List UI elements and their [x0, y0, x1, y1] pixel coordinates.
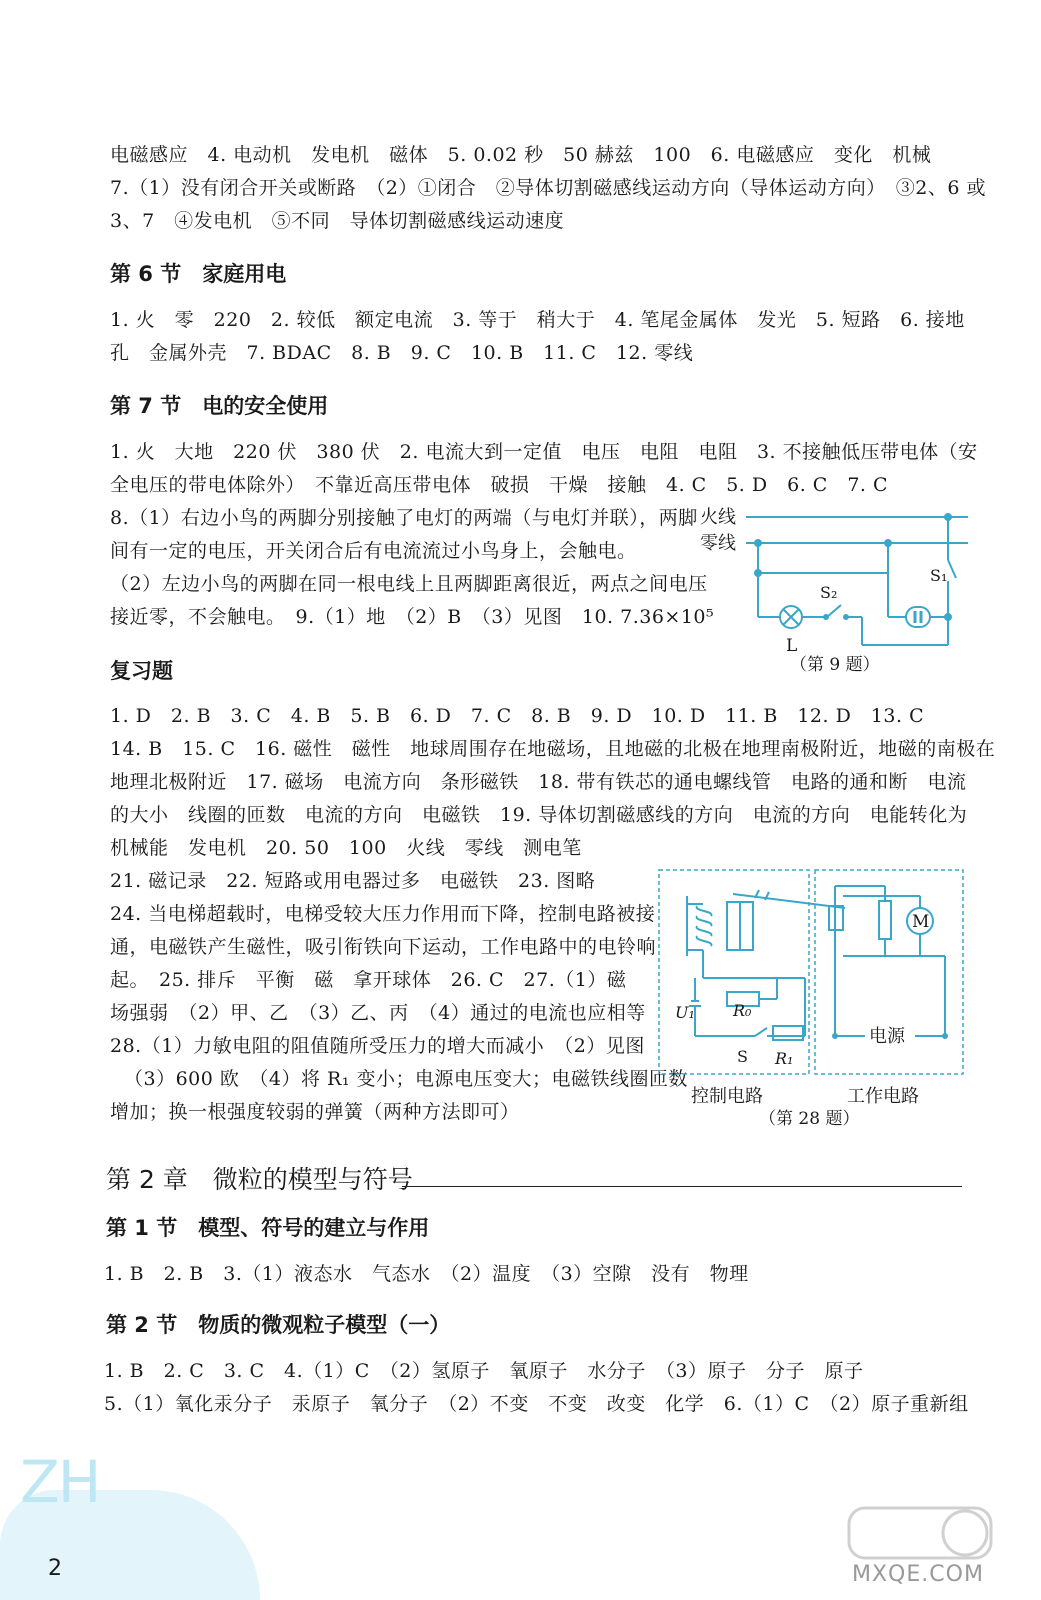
page-number: 2 — [48, 1556, 62, 1581]
section-heading-2-1: 第 1 节 模型、符号的建立与作用 — [106, 1216, 430, 1240]
power-label: 电源 — [869, 1026, 905, 1047]
section-heading-6: 第 6 节 家庭用电 — [110, 262, 287, 286]
text-line: 起。 25. 排斥 平衡 磁 拿开球体 26. C 27.（1）磁 — [110, 969, 627, 991]
control-circuit-label: 控制电路 — [691, 1086, 763, 1107]
r0-label: R₀ — [733, 1001, 752, 1020]
text-line: 8.（1）右边小鸟的两脚分别接触了电灯的两端（与电灯并联），两脚 — [110, 507, 698, 529]
text-line: 的大小 线圈的匝数 电流的方向 电磁铁 19. 导体切割磁感线的方向 电流的方向 电能转化为 — [110, 804, 968, 826]
u1-label: U₁ — [675, 1003, 695, 1022]
text-line: 1. 火 大地 220 伏 380 伏 2. 电流大到一定值 电压 电阻 电阻 3. 不接触低压带电体（安 — [110, 441, 978, 463]
switch-s2-label: S₂ — [820, 583, 838, 602]
section-heading-2-2: 第 2 节 物质的微观粒子模型（一） — [106, 1313, 451, 1337]
text-line: 3、7 ④发电机 ⑤不同 导体切割磁感线运动速度 — [110, 210, 565, 232]
neutral-wire-label: 零线 — [700, 533, 736, 554]
text-line: （2）左边小鸟的两脚在同一根电线上且两脚距离很近，两点之间电压 — [110, 573, 708, 595]
figure-9-circuit — [700, 505, 975, 680]
figure-28-caption: （第 28 题） — [759, 1109, 860, 1129]
text-line: 场强弱 （2）甲、乙 （3）乙、丙 （4）通过的电流也应相等 — [110, 1002, 646, 1024]
r1-label: R₁ — [775, 1049, 794, 1068]
text-line: 1. B 2. B 3.（1）液态水 气态水 （2）温度 （3）空隙 没有 物理 — [104, 1263, 749, 1285]
lamp-label: L — [786, 636, 798, 656]
switch-s-label: S — [737, 1047, 748, 1066]
text-line: 21. 磁记录 22. 短路或用电器过多 电磁铁 23. 图略 — [110, 870, 596, 892]
text-line: 1. 火 零 220 2. 较低 额定电流 3. 等于 稍大于 4. 笔尾金属体 发光 5. 短路 6. 接地 — [110, 309, 965, 331]
text-line: 5.（1）氧化汞分子 汞原子 氧分子 （2）不变 不变 改变 化学 6.（1）C （2）原子重新组 — [104, 1393, 969, 1415]
text-line: 通，电磁铁产生磁性，吸引衔铁向下运动，工作电路中的电铃响 — [110, 936, 657, 958]
text-line: 7.（1）没有闭合开关或断路 （2）①闭合 ②导体切割磁感线运动方向（导体运动方向） ③2、6 或 — [110, 177, 987, 199]
watermark-text: MXQE.COM — [852, 1562, 984, 1587]
text-line: 14. B 15. C 16. 磁性 磁性 地球周围存在地磁场，且地磁的北极在地理南极附近，地磁的南极在 — [110, 738, 996, 760]
text-line: 1. D 2. B 3. C 4. B 5. B 6. D 7. C 8. B 9. D 10. D 11. B 12. D 13. C — [110, 705, 925, 727]
text-line: 全电压的带电体除外） 不靠近高压带电体 破损 干燥 接触 4. C 5. D 6. C 7. C — [110, 474, 889, 496]
live-wire-label: 火线 — [700, 507, 736, 528]
text-line: 增加；换一根强度较弱的弹簧（两种方法即可） — [110, 1101, 520, 1123]
motor-label: M — [912, 912, 930, 932]
section-heading-review: 复习题 — [110, 659, 173, 683]
text-line: 24. 当电梯超载时，电梯受较大压力作用而下降，控制电路被接 — [110, 903, 656, 925]
figure-28-circuit — [655, 866, 967, 1130]
text-line: 电磁感应 4. 电动机 发电机 磁体 5. 0.02 秒 50 赫兹 100 6. 电磁感应 变化 机械 — [110, 144, 932, 166]
work-circuit-label: 工作电路 — [847, 1086, 919, 1107]
switch-s1-label: S₁ — [930, 566, 948, 585]
text-line: 接近零，不会触电。 9.（1）地 （2）B （3）见图 10. 7.36×10⁵ — [110, 606, 715, 628]
text-line: 间有一定的电压，开关闭合后有电流流过小鸟身上，会触电。 — [110, 540, 637, 562]
text-line: （3）600 欧 （4）将 R₁ 变小；电源电压变大；电磁铁线圈匝数 — [124, 1068, 688, 1090]
text-line: 地理北极附近 17. 磁场 电流方向 条形磁铁 18. 带有铁芯的通电螺线管 电路的通和断 电流 — [110, 771, 967, 793]
text-line: 孔 金属外壳 7. BDAC 8. B 9. C 10. B 11. C 12. 零线 — [110, 342, 694, 364]
section-heading-7: 第 7 节 电的安全使用 — [110, 394, 329, 418]
zh-logo: ZH — [20, 1448, 100, 1516]
chapter-title: 第 2 章 微粒的模型与符号 — [106, 1165, 413, 1194]
text-line: 机械能 发电机 20. 50 100 火线 零线 测电笔 — [110, 837, 582, 859]
text-line: 28.（1）力敏电阻的阻值随所受压力的增大而减小 （2）见图 — [110, 1035, 645, 1057]
figure-9-caption: （第 9 题） — [790, 655, 880, 675]
chapter-rule — [402, 1186, 962, 1187]
text-line: 1. B 2. C 3. C 4.（1）C （2）氢原子 氧原子 水分子 （3）原子 分子 原子 — [104, 1360, 864, 1382]
